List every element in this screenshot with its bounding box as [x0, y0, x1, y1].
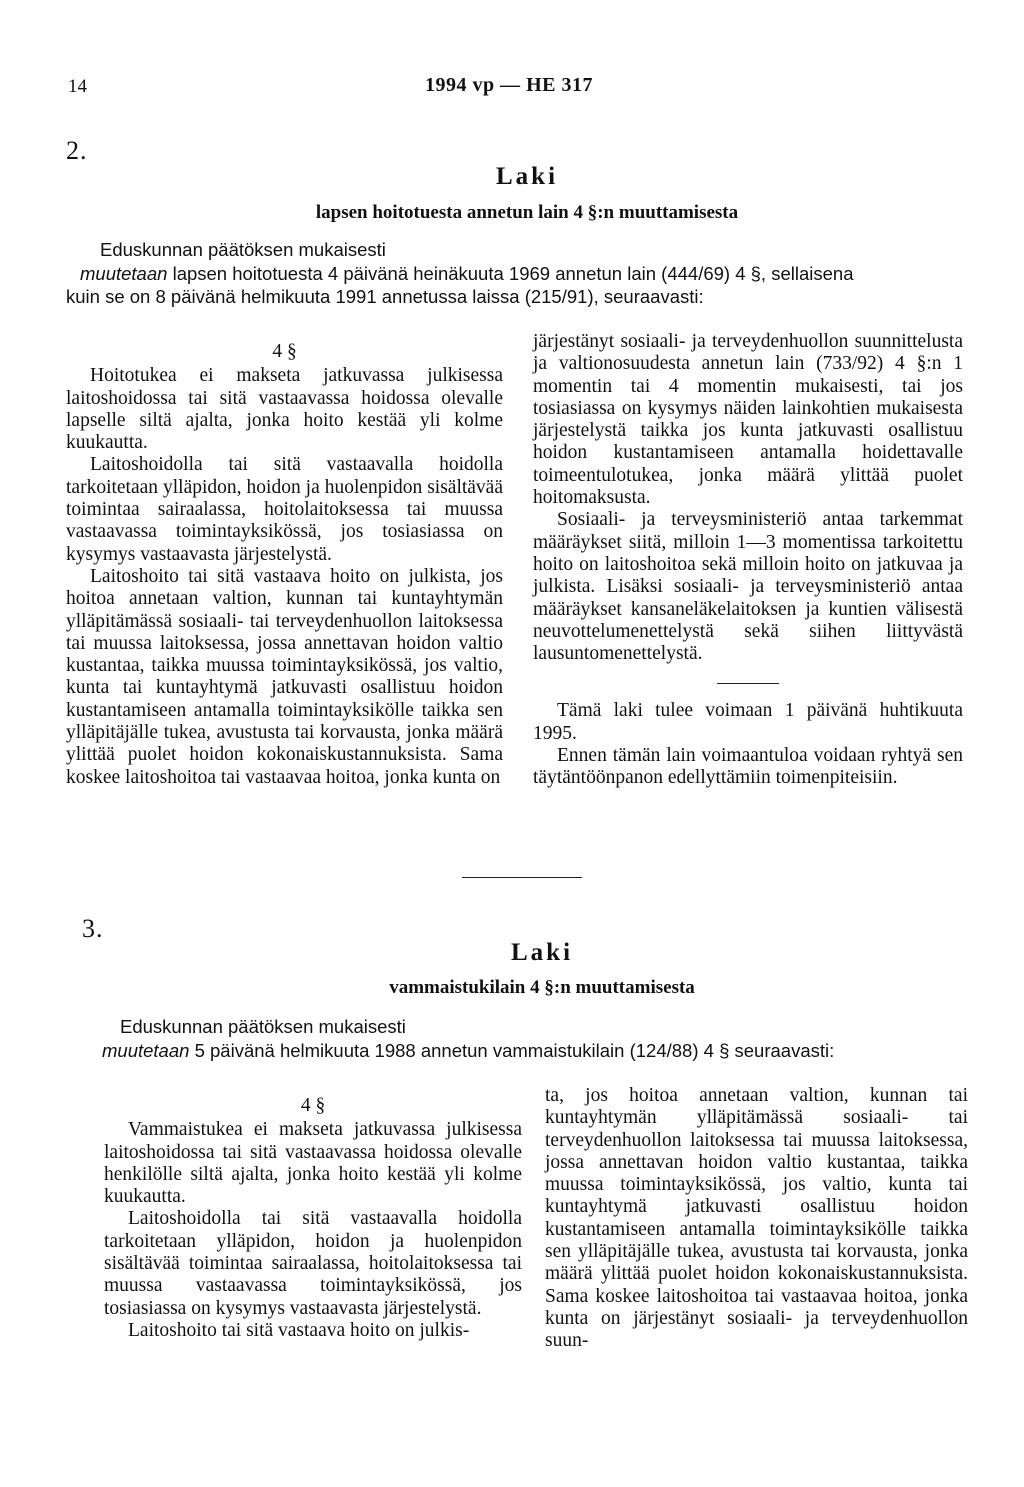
amendment-line [102, 1040, 980, 1061]
section-heading: 4 § [272, 341, 297, 362]
amendment-verb: muutetaan [102, 1040, 190, 1061]
amendment-line-cont: kuin se on 8 päivänä helmikuuta 1991 annetussa laissa (215/91), seuraavasti: [66, 286, 704, 307]
law-title: Laki [495, 163, 559, 190]
right-column [545, 1085, 968, 1353]
section-heading: 4 § [300, 1095, 326, 1116]
paragraph: Laitoshoidolla tai sitä vastaavalla hoidolla tarkoitetaan ylläpidon, hoidon ja huolenpidon sisältävää toimintaa sairaalassa, hoitolaitoksessa tai muussa vastaavassa toimintayksikössä, jos tosiasiassa on kysymys vastaavasta järjestelystä. [104, 1208, 522, 1319]
section-divider [462, 877, 582, 878]
entry-into-force: Tämä laki tulee voimaan 1 päivänä huhtikuuta 1995. [533, 700, 963, 744]
law-title: Laki [510, 939, 574, 966]
enactment-line: Eduskunnan päätöksen mukaisesti [120, 1016, 406, 1037]
running-title: 1994 vp — HE 317 [425, 74, 594, 96]
paragraph-continuation: järjestänyt sosiaali- ja terveydenhuollon suunnittelusta ja valtionosuudesta annetun lain (733/92) 4 §:n 1 momentin tai 4 momentin mukaisesti, tai jos tosiasiassa on kysymys näiden lainkohtien mukaisesta järjestelystä taikka jos kunta jatkuvasti osallistuu hoidon kustantamiseen antamalla hoidettavalle toimeentulotukea, jonka määrä ylittää puolet hoitomaksusta. [533, 331, 963, 509]
paragraph: Laitoshoito tai sitä vastaava hoito on julkista, jos hoitoa annetaan valtion, kunnan tai kuntayhtymän ylläpitämässä sosiaali- tai terveydenhuollon laitoksessa tai muussa laitoksessa, jossa annettavan hoidon valtio kustantaa, taikka muussa toimintayksikössä, jos valtio, kunta tai kuntayhtymä jatkuvasti osallistuu hoidon kustantamiseen antamalla toimintayksikölle taikka sen ylläpitäjälle tukea, avustusta tai korvausta, jonka määrä ylittää puolet hoidon kokonaiskustannuksista. Sama koskee laitoshoitoa tai vastaavaa hoitoa, jonka kunta on [66, 565, 503, 788]
paragraph: Hoitotukea ei makseta jatkuvassa julkisessa laitoshoidossa tai sitä vastaavassa hoidossa olevalle lapselle siltä ajalta, jonka hoito kestää yli kolme kuukautta. [66, 365, 503, 454]
amendment-text: 5 päivänä helmikuuta 1988 annetun vammaistukilain (124/88) 4 § seuraavasti: [189, 1040, 835, 1061]
paragraph: Laitoshoito tai sitä vastaava hoito on julkis- [128, 1319, 470, 1341]
amendment-line [80, 263, 980, 284]
transitional-provision: Ennen tämän lain voimaantuloa voidaan ryhtyä sen täytäntöönpanon edellyttämiin toimenpiteisiin. [533, 745, 963, 789]
enactment-line: Eduskunnan päätöksen mukaisesti [100, 239, 386, 260]
paragraph: Sosiaali- ja terveysministeriö antaa tarkemmat määräykset siitä, milloin 1—3 momentissa tarkoitettu hoito on laitoshoitoa sekä milloin hoito on jatkuvaa ja julkista. Lisäksi sosiaali- ja terveysministeriö antaa määräykset kansaneläkelaitoksen ja kuntien välisestä neuvottelumenettelystä sekä siihen liittyvästä lausuntomenettelystä. [533, 509, 963, 665]
paragraph: Laitoshoidolla tai sitä vastaavalla hoidolla tarkoitetaan ylläpidon, hoidon ja huolenpidon sisältävää toimintaa sairaalassa, hoitolaitoksessa tai muussa vastaavassa toimintayksikössä, jos tosiasiassa on kysymys vastaavasta järjestelystä. [66, 454, 503, 565]
right-column [533, 331, 963, 790]
amendment-text: lapsen hoitotuesta 4 päivänä heinäkuuta 1969 annetun lain (444/69) 4 §, sellaisena [167, 263, 854, 284]
paragraph: Vammaistukea ei makseta jatkuvassa julkisessa laitoshoidossa tai sitä vastaavassa hoidossa olevalle henkilölle siltä ajalta, jonka hoito kestää yli kolme kuukautta. [104, 1119, 522, 1208]
amendment-verb: muutetaan [80, 263, 168, 284]
page-number: 14 [68, 76, 87, 97]
paragraph-continuation: ta, jos hoitoa annetaan valtion, kunnan tai kuntayhtymän ylläpitämässä sosiaali- tai terveydenhuollon laitoksessa tai muussa laitoksessa, jossa annettavan hoidon valtio kustantaa, taikka muussa toimintayksikössä, jos valtio, kunta tai kuntayhtymä jatkuvasti osallistuu hoidon kustantamiseen antamalla toimintayksikölle taikka sen ylläpitäjälle tukea, avustusta tai korvausta, jonka määrä ylittää puolet hoidon kokonaiskustannuksista. Sama koskee laitoshoitoa tai vastaavaa hoitoa, jonka kunta on järjestänyt sosiaali- ja terveydenhuollon suun- [545, 1085, 968, 1352]
section-number: 3. [82, 914, 104, 943]
law-subtitle: lapsen hoitotuesta annetun lain 4 §:n muuttamisesta [315, 202, 739, 223]
divider [717, 683, 779, 684]
section-number: 2. [66, 136, 88, 165]
left-column [66, 341, 503, 789]
enactment-clause [66, 239, 980, 307]
law-subtitle: vammaistukilain 4 §:n muuttamisesta [389, 977, 695, 998]
enactment-clause [102, 1016, 980, 1061]
left-column [104, 1095, 522, 1342]
